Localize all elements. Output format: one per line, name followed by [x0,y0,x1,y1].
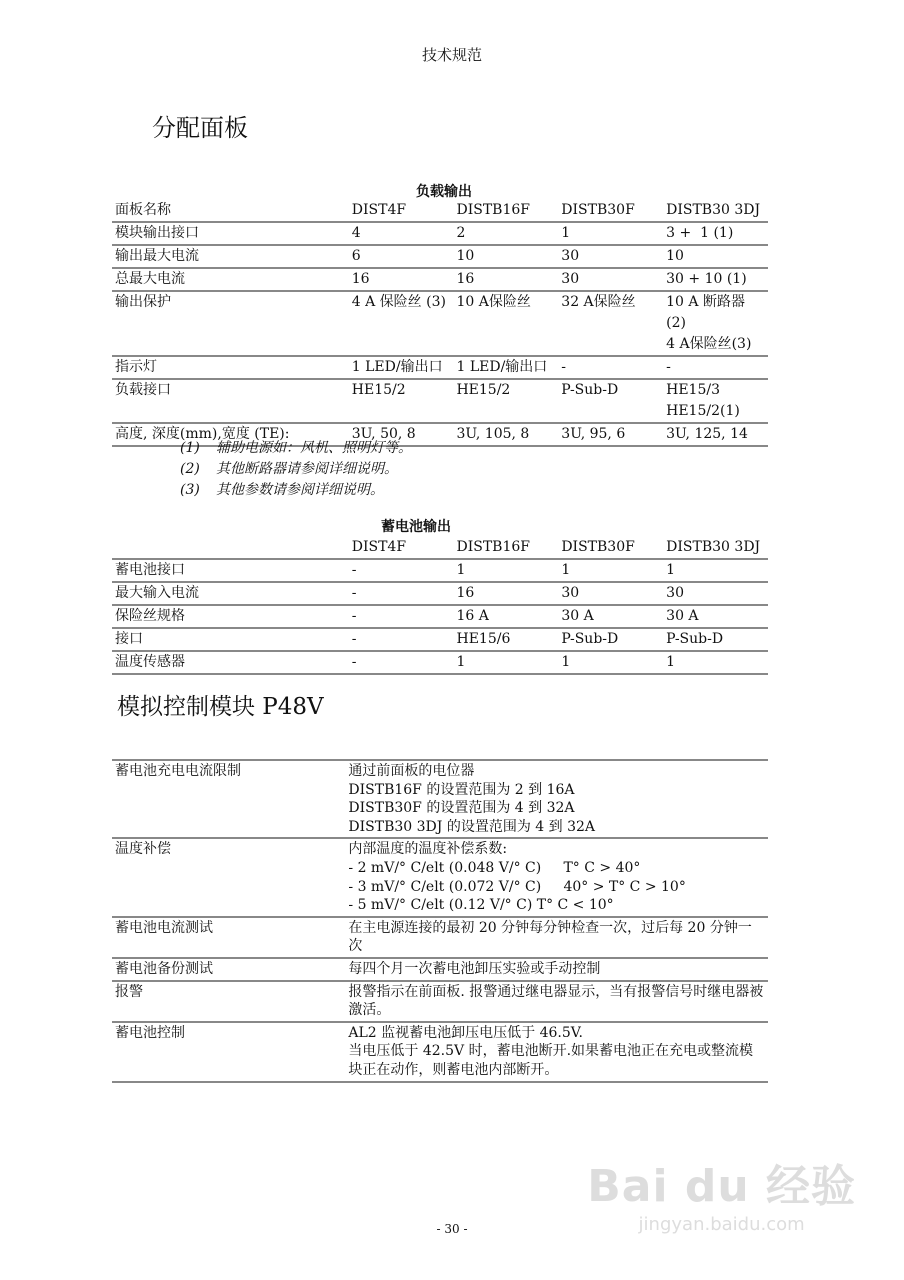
row-label: 蓄电池接口 [112,559,349,582]
table-cell: 1 [558,222,663,245]
table-cell: 1 LED/输出口 [349,356,454,379]
table-cell: 3U, 125, 14 [663,423,768,446]
row-label: 输出最大电流 [112,245,349,268]
table-row [112,379,768,423]
table-cell: 1 [558,651,663,674]
table-cell: P-Sub-D [558,379,663,423]
table-cell: 内部温度的温度补偿系数: - 2 mV/° C/elt (0.048 V/° C) T° C > 40° - 3 mV/° C/elt (0.072 V/° C) 40° > T° C > 10° - 5 mV/° C/elt (0.12 V/° C) T° C < 10° [345,838,768,916]
table-cell: 3U, 95, 6 [558,423,663,446]
table-cell: 10 [663,245,768,268]
table-cell: HE15/6 [453,628,558,651]
table-cell: 3 + 1 (1) [663,222,768,245]
baidu-watermark-logo: Bai du 经验 jingyan.baidu.com [587,1161,856,1235]
table-cell: 16 A [453,605,558,628]
footnote [180,438,412,459]
table-row [112,838,768,916]
footnote-text: 其他断路器请参阅详细说明。 [216,461,398,477]
table-cell: 16 [453,582,558,605]
load-output-table [112,200,768,447]
table-row [112,917,768,958]
row-label: 蓄电池电流测试 [112,917,345,958]
table-cell: 1 [558,559,663,582]
table-cell: 30 [558,268,663,291]
header-row [112,200,768,222]
table-row [112,628,768,651]
row-label: 指示灯 [112,356,349,379]
table-row [112,582,768,605]
table-row [112,981,768,1022]
table-cell: 1 [453,651,558,674]
footnote-marker: (3) [180,482,200,498]
table-row [112,356,768,379]
table-cell: 32 A保险丝 [558,291,663,356]
battery-output-title: 蓄电池输出 [381,519,451,535]
table-cell: 4 A 保险丝 (3) [349,291,454,356]
footnote-marker: (1) [180,440,200,456]
table-row [112,559,768,582]
page-number: - 30 - [436,1222,468,1236]
row-label: 输出保护 [112,291,349,356]
table-cell: 6 [349,245,454,268]
table-cell: 30 [663,582,768,605]
column-header: DISTB30F [558,537,663,559]
table-row [112,268,768,291]
table-cell: 2 [453,222,558,245]
load-output-title: 负载输出 [416,184,472,200]
table-cell: - [349,559,454,582]
table-cell: 每四个月一次蓄电池卸压实验或手动控制 [345,958,768,981]
table-cell: 30 A [663,605,768,628]
row-label: 温度传感器 [112,651,349,674]
row-label: 总最大电流 [112,268,349,291]
header-row [112,537,768,559]
column-header: DISTB16F [453,200,558,222]
column-header: DISTB30 3DJ [663,537,768,559]
table-cell: 1 LED/输出口 [453,356,558,379]
table-cell: HE15/3 HE15/2(1) [663,379,768,423]
row-label: 接口 [112,628,349,651]
table-row [112,291,768,356]
row-label: 蓄电池充电电流限制 [112,760,345,838]
table-cell: 16 [453,268,558,291]
table-cell: - [558,356,663,379]
row-label: 保险丝规格 [112,605,349,628]
section-title-distribution-panel: 分配面板 [152,114,248,142]
row-label: 高度, 深度(mm),宽度 (TE): [112,423,349,446]
table-cell: 30 [558,245,663,268]
table-row [112,222,768,245]
table-cell: - [349,651,454,674]
column-header: DISTB30F [558,200,663,222]
footnote-text: 其他参数请参阅详细说明。 [216,482,384,498]
row-label: 模块输出接口 [112,222,349,245]
table-cell: 30 + 10 (1) [663,268,768,291]
table-cell: 10 [453,245,558,268]
table-cell: HE15/2 [453,379,558,423]
column-header: 面板名称 [112,200,349,222]
battery-output-table [112,537,768,675]
table-row [112,245,768,268]
row-label: 最大输入电流 [112,582,349,605]
table-cell: - [349,605,454,628]
table-row [112,1022,768,1082]
table-cell: 10 A保险丝 [453,291,558,356]
control-module-table [112,759,768,1083]
column-header: DISTB30 3DJ [663,200,768,222]
table-cell: 30 A [558,605,663,628]
table-cell: 10 A 断路器 (2) 4 A保险丝(3) [663,291,768,356]
column-header: DIST4F [349,200,454,222]
footnote-marker: (2) [180,461,200,477]
table-cell: - [663,356,768,379]
table-row [112,958,768,981]
table-cell: 1 [453,559,558,582]
footnote [180,480,412,501]
table-cell: 报警指示在前面板. 报警通过继电器显示，当有报警信号时继电器被激活。 [345,981,768,1022]
footnotes [180,438,412,501]
footnote-text: 辅助电源如：风机、照明灯等。 [216,440,412,456]
column-header: DIST4F [349,537,454,559]
table-cell: 3U, 105, 8 [453,423,558,446]
page-header: 技术规范 [421,46,482,64]
table-cell: - [349,582,454,605]
table-cell: - [349,628,454,651]
table-cell: 16 [349,268,454,291]
footnote [180,459,412,480]
table-cell: 1 [663,559,768,582]
table-cell: 在主电源连接的最初 20 分钟每分钟检查一次，过后每 20 分钟一次 [345,917,768,958]
row-label: 报警 [112,981,345,1022]
row-label: 温度补偿 [112,838,345,916]
table-cell: P-Sub-D [558,628,663,651]
row-label: 蓄电池备份测试 [112,958,345,981]
table-cell: 4 [349,222,454,245]
row-label: 负载接口 [112,379,349,423]
table-cell: 通过前面板的电位器 DISTB16F 的设置范围为 2 到 16A DISTB30F 的设置范围为 4 到 32A DISTB30 3DJ 的设置范围为 4 到 32A [345,760,768,838]
table-cell: HE15/2 [349,379,454,423]
table-row [112,651,768,674]
column-header: DISTB16F [453,537,558,559]
table-cell: 3U, 50, 8 [349,423,454,446]
section-title-control-module: 模拟控制模块 P48V [117,694,324,720]
table-cell: 1 [663,651,768,674]
table-cell: 30 [558,582,663,605]
table-row [112,605,768,628]
table-cell: AL2 监视蓄电池卸压电压低于 46.5V. 当电压低于 42.5V 时，蓄电池断开.如果蓄电池正在充电或整流模块正在动作，则蓄电池内部断开。 [345,1022,768,1082]
table-row [112,760,768,838]
column-header [112,537,349,559]
table-cell: P-Sub-D [663,628,768,651]
row-label: 蓄电池控制 [112,1022,345,1082]
